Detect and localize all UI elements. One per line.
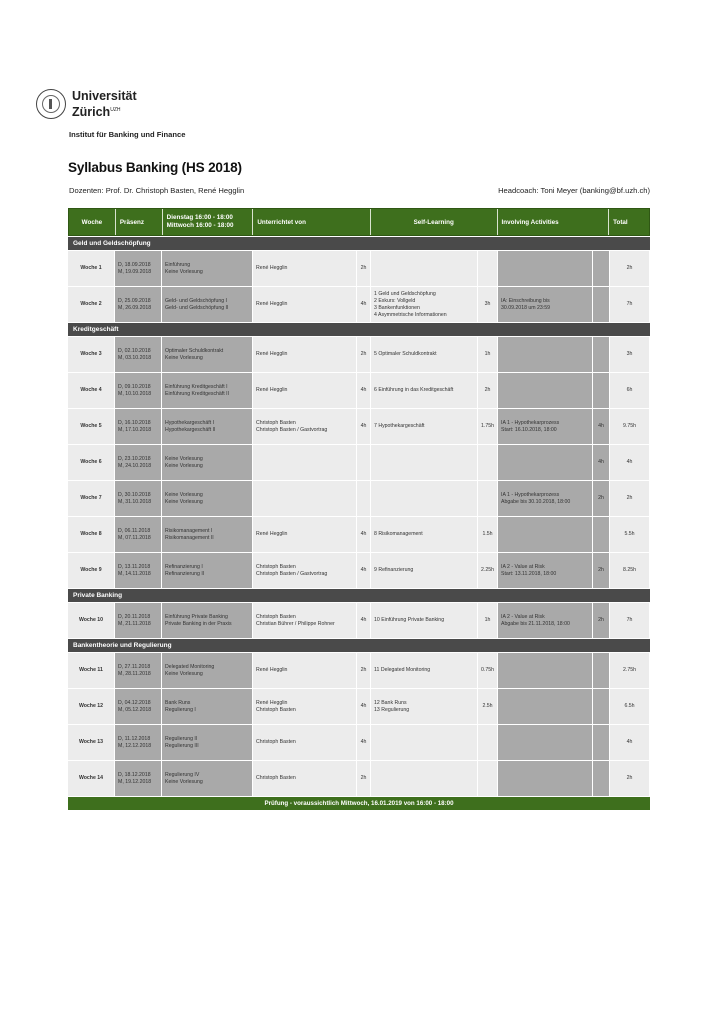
topics-cell: Keine Vorlesung Keine Vorlesung (162, 481, 253, 516)
dates-cell: D, 06.11.2018 M, 07.11.2018 (115, 517, 162, 552)
teacher-cell: Christoph Basten (253, 725, 357, 760)
involving-cell (498, 653, 593, 688)
involving-hours-cell (593, 251, 610, 286)
week-cell: Woche 7 (68, 481, 115, 516)
dates-cell: D, 02.10.2018 M, 03.10.2018 (115, 337, 162, 372)
teacher-hours-cell (357, 445, 371, 480)
header-self-learning: Self-Learning (371, 209, 498, 235)
self-learning-cell (371, 725, 478, 760)
table-row (68, 553, 650, 588)
week-cell: Woche 2 (68, 287, 115, 322)
topics-cell: Keine Vorlesung Keine Vorlesung (162, 445, 253, 480)
involving-hours-cell (593, 337, 610, 372)
total-cell: 8.25h (610, 553, 650, 588)
self-hours-cell (478, 761, 498, 796)
topics-cell: Risikomanagement I Risikomanagement II (162, 517, 253, 552)
self-learning-cell (371, 761, 478, 796)
total-cell: 2h (610, 251, 650, 286)
involving-hours-cell (593, 725, 610, 760)
self-hours-cell: 2.25h (478, 553, 498, 588)
table-row (68, 409, 650, 444)
involving-hours-cell: 2h (593, 553, 610, 588)
topics-cell: Bank Runs Regulierung I (162, 689, 253, 724)
teacher-cell: René Hegglin (253, 251, 357, 286)
self-hours-cell: 2h (478, 373, 498, 408)
involving-hours-cell (593, 373, 610, 408)
teacher-cell: René Hegglin (253, 517, 357, 552)
involving-hours-cell: 2h (593, 481, 610, 516)
total-cell: 2.75h (610, 653, 650, 688)
topics-cell: Einführung Keine Vorlesung (162, 251, 253, 286)
involving-hours-cell (593, 653, 610, 688)
involving-cell: IA 2 - Value at Risk Abgabe bis 21.11.2018, 18:00 (498, 603, 593, 638)
dates-cell: D, 18.12.2018 M, 19.12.2018 (115, 761, 162, 796)
section-header: Bankentheorie und Regulierung (68, 639, 650, 652)
week-cell: Woche 14 (68, 761, 115, 796)
self-learning-cell: 9 Refinanzierung (371, 553, 478, 588)
logo-line2-text: Zürich (72, 105, 111, 120)
teacher-cell: Christoph Basten Christian Bührer / Philippe Rohner (253, 603, 357, 638)
week-cell: Woche 13 (68, 725, 115, 760)
teacher-cell: René Hegglin (253, 653, 357, 688)
topics-cell: Einführung Kreditgeschäft I Einführung Kreditgeschäft II (162, 373, 253, 408)
page-title: Syllabus Banking (HS 2018) (68, 160, 242, 175)
self-learning-cell: 12 Bank Runs 13 Regulierung (371, 689, 478, 724)
teacher-hours-cell: 4h (357, 409, 371, 444)
logo-line2 (72, 103, 137, 119)
teacher-hours-cell: 2h (357, 251, 371, 286)
total-cell: 2h (610, 761, 650, 796)
header-woche: Woche (69, 209, 116, 235)
self-hours-cell: 1h (478, 603, 498, 638)
uzh-wordmark (72, 89, 137, 119)
logo-sup: UZH (110, 106, 121, 113)
total-cell: 7h (610, 287, 650, 322)
self-learning-cell: 10 Einführung Private Banking (371, 603, 478, 638)
exam-footer: Prüfung - voraussichtlich Mittwoch, 16.01.2019 von 16:00 - 18:00 (68, 797, 650, 810)
self-hours-cell (478, 725, 498, 760)
header-involving: Involving Activities (498, 209, 610, 235)
self-hours-cell (478, 481, 498, 516)
dates-cell: D, 16.10.2018 M, 17.10.2018 (115, 409, 162, 444)
total-cell: 3h (610, 337, 650, 372)
teacher-cell (253, 481, 357, 516)
involving-hours-cell: 2h (593, 603, 610, 638)
week-cell: Woche 8 (68, 517, 115, 552)
table-row (68, 689, 650, 724)
self-hours-cell: 1.75h (478, 409, 498, 444)
header-unterrichtet: Unterrichtet von (253, 209, 371, 235)
teacher-hours-cell: 4h (357, 689, 371, 724)
teacher-cell: René Hegglin Christoph Basten (253, 689, 357, 724)
topics-cell: Refinanzierung I Refinanzierung II (162, 553, 253, 588)
teacher-hours-cell: 2h (357, 761, 371, 796)
total-cell: 7h (610, 603, 650, 638)
table-body (68, 237, 650, 796)
self-learning-cell: 8 Risikomanagement (371, 517, 478, 552)
self-learning-cell: 5 Optimaler Schuldkontrakt (371, 337, 478, 372)
table-row (68, 761, 650, 796)
dates-cell: D, 13.11.2018 M, 14.11.2018 (115, 553, 162, 588)
table-header (68, 208, 650, 236)
section-header: Geld und Geldschöpfung (68, 237, 650, 250)
self-hours-cell: 1.5h (478, 517, 498, 552)
table-row (68, 603, 650, 638)
table-row (68, 287, 650, 322)
dates-cell: D, 27.11.2018 M, 28.11.2018 (115, 653, 162, 688)
involving-cell (498, 337, 593, 372)
week-cell: Woche 9 (68, 553, 115, 588)
teacher-cell: René Hegglin (253, 373, 357, 408)
teacher-cell: René Hegglin (253, 287, 357, 322)
teacher-cell: René Hegglin (253, 337, 357, 372)
dates-cell: D, 30.10.2018 M, 31.10.2018 (115, 481, 162, 516)
teacher-cell: Christoph Basten (253, 761, 357, 796)
involving-cell (498, 445, 593, 480)
self-learning-cell: 7 Hypothekargeschäft (371, 409, 478, 444)
uzh-logo (36, 86, 137, 122)
dates-cell: D, 20.11.2018 M, 21.11.2018 (115, 603, 162, 638)
self-learning-cell (371, 445, 478, 480)
week-cell: Woche 4 (68, 373, 115, 408)
week-cell: Woche 1 (68, 251, 115, 286)
involving-hours-cell (593, 517, 610, 552)
involving-cell (498, 373, 593, 408)
total-cell: 9.75h (610, 409, 650, 444)
involving-hours-cell: 4h (593, 445, 610, 480)
logo-line1: Universität (72, 88, 137, 103)
total-cell: 4h (610, 445, 650, 480)
involving-hours-cell (593, 761, 610, 796)
total-cell: 6h (610, 373, 650, 408)
self-learning-cell: 1 Geld und Geldschöpfung 2 Exkurs: Vollgeld 3 Bankenfunktionen 4 Asymmetrische Informationen (371, 287, 478, 322)
dates-cell: D, 04.12.2018 M, 05.12.2018 (115, 689, 162, 724)
teacher-cell: Christoph Basten Christoph Basten / Gastvortrag (253, 409, 357, 444)
week-cell: Woche 12 (68, 689, 115, 724)
self-hours-cell: 0.75h (478, 653, 498, 688)
involving-hours-cell (593, 287, 610, 322)
dates-cell: D, 18.09.2018 M, 19.09.2018 (115, 251, 162, 286)
involving-cell (498, 761, 593, 796)
table-row (68, 517, 650, 552)
topics-cell: Geld- und Geldschöpfung I Geld- und Geldschöpfung II (162, 287, 253, 322)
total-cell: 2h (610, 481, 650, 516)
involving-hours-cell: 4h (593, 409, 610, 444)
table-row (68, 251, 650, 286)
self-hours-cell: 2.5h (478, 689, 498, 724)
header-times (163, 209, 254, 235)
self-hours-cell: 3h (478, 287, 498, 322)
week-cell: Woche 6 (68, 445, 115, 480)
self-learning-cell (371, 481, 478, 516)
topics-cell: Regulierung II Regulierung III (162, 725, 253, 760)
teacher-hours-cell: 4h (357, 553, 371, 588)
total-cell: 4h (610, 725, 650, 760)
topics-cell: Optimaler Schuldkontrakt Keine Vorlesung (162, 337, 253, 372)
teacher-hours-cell: 4h (357, 517, 371, 552)
syllabus-table (68, 208, 650, 810)
teacher-cell (253, 445, 357, 480)
involving-cell: IA 1 - Hypothekarprozess Abgabe bis 30.10.2018, 18:00 (498, 481, 593, 516)
week-cell: Woche 11 (68, 653, 115, 688)
topics-cell: Delegated Monitoring Keine Vorlesung (162, 653, 253, 688)
self-hours-cell: 1h (478, 337, 498, 372)
teacher-hours-cell: 4h (357, 725, 371, 760)
topics-cell: Einführung Private Banking Private Banking in der Praxis (162, 603, 253, 638)
week-cell: Woche 3 (68, 337, 115, 372)
teacher-hours-cell: 4h (357, 603, 371, 638)
dates-cell: D, 23.10.2018 M, 24.10.2018 (115, 445, 162, 480)
dates-cell: D, 25.09.2018 M, 26.09.2018 (115, 287, 162, 322)
header-time-tuesday: Dienstag 16:00 - 18:00 (166, 214, 233, 221)
header-total: Total (613, 218, 628, 226)
week-cell: Woche 10 (68, 603, 115, 638)
table-row (68, 373, 650, 408)
dates-cell: D, 09.10.2018 M, 10.10.2018 (115, 373, 162, 408)
total-cell: 5.5h (610, 517, 650, 552)
topics-cell: Hypothekargeschäft I Hypothekargeschäft II (162, 409, 253, 444)
table-row (68, 725, 650, 760)
week-cell: Woche 5 (68, 409, 115, 444)
teacher-hours-cell: 2h (357, 653, 371, 688)
table-row (68, 337, 650, 372)
uzh-seal-icon (36, 89, 66, 119)
involving-cell (498, 517, 593, 552)
involving-cell: IA 1 - Hypothekarprozess Start: 16.10.2018, 18:00 (498, 409, 593, 444)
involving-cell (498, 725, 593, 760)
self-learning-cell (371, 251, 478, 286)
total-cell: 6.5h (610, 689, 650, 724)
teacher-hours-cell: 4h (357, 287, 371, 322)
involving-cell: IA: Einschreibung bis 30.09.2018 um 23:59 (498, 287, 593, 322)
teacher-cell: Christoph Basten Christoph Basten / Gastvortrag (253, 553, 357, 588)
table-row (68, 445, 650, 480)
section-header: Kreditgeschäft (68, 323, 650, 336)
involving-hours-cell (593, 689, 610, 724)
self-hours-cell (478, 445, 498, 480)
topics-cell: Regulierung IV Keine Vorlesung (162, 761, 253, 796)
header-praesenz: Präsenz (116, 209, 163, 235)
involving-cell (498, 689, 593, 724)
institute-name: Institut für Banking und Finance (69, 130, 186, 139)
teacher-hours-cell: 2h (357, 337, 371, 372)
teacher-hours-cell (357, 481, 371, 516)
self-hours-cell (478, 251, 498, 286)
table-row (68, 653, 650, 688)
table-row (68, 481, 650, 516)
self-learning-cell: 11 Delegated Monitoring (371, 653, 478, 688)
lecturers: Dozenten: Prof. Dr. Christoph Basten, René Hegglin (69, 186, 245, 195)
headcoach: Headcoach: Toni Meyer (banking@bf.uzh.ch) (498, 186, 650, 195)
header-time-wednesday: Mittwoch 16:00 - 18:00 (166, 222, 234, 229)
section-header: Private Banking (68, 589, 650, 602)
dates-cell: D, 11.12.2018 M, 12.12.2018 (115, 725, 162, 760)
self-learning-cell: 6 Einführung in das Kreditgeschäft (371, 373, 478, 408)
involving-cell (498, 251, 593, 286)
involving-cell: IA 2 - Value at Risk Start: 13.11.2018, 18:00 (498, 553, 593, 588)
teacher-hours-cell: 4h (357, 373, 371, 408)
